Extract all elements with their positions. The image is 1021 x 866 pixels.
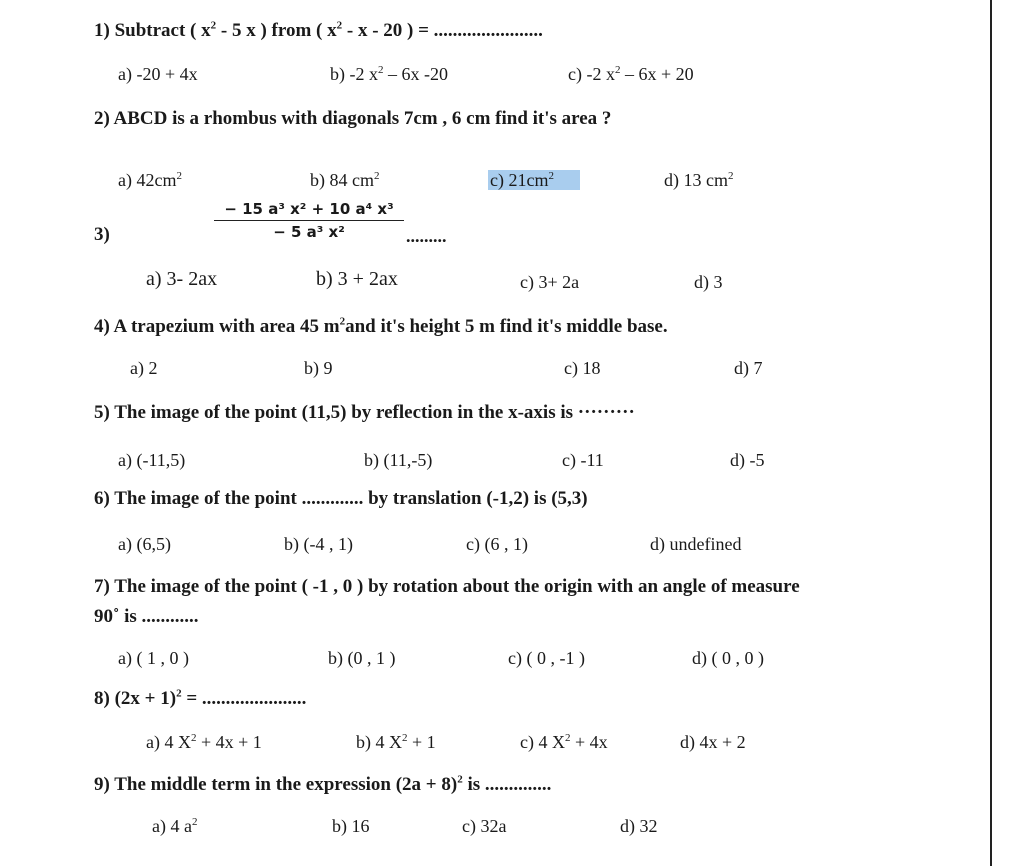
q8-option-c-b: + 4x	[570, 732, 608, 752]
q2-option-b[interactable]	[310, 170, 379, 191]
q2-option-d-text: d) 13 cm	[664, 170, 728, 190]
sup: 2	[378, 64, 384, 76]
q8-option-a-a: a) 4 X	[146, 732, 191, 752]
q8-option-c[interactable]	[520, 732, 608, 753]
question-5: 5) The image of the point (11,5) by reflection in the x-axis is ·········	[94, 402, 635, 423]
q3-denominator: − 5 a³ x²	[273, 223, 345, 241]
q3-option-d[interactable]: d) 3	[694, 272, 723, 292]
q7-option-c[interactable]: c) ( 0 , -1 )	[508, 648, 585, 668]
q9-option-a-text: a) 4 a	[152, 816, 192, 836]
q8-option-a-b: + 4x + 1	[196, 732, 262, 752]
sup: 2	[336, 19, 343, 32]
q5-option-d[interactable]: d) -5	[730, 450, 765, 470]
q1-text-c: - x - 20 ) = .......................	[342, 20, 543, 41]
q1-option-b[interactable]	[330, 64, 448, 85]
q2-option-d[interactable]	[664, 170, 733, 191]
sup: 2	[402, 732, 408, 744]
question-4	[94, 316, 668, 338]
q8-option-b-b: + 1	[407, 732, 436, 752]
q9-text-a: 9) The middle term in the expression (2a + 8)	[94, 774, 458, 795]
q3-fraction	[214, 200, 404, 241]
question-7-line-1: 7) The image of the point ( -1 , 0 ) by rotation about the origin with an angle of measure	[94, 576, 800, 597]
sup: 2	[191, 816, 198, 828]
q4-option-b[interactable]: b) 9	[304, 358, 333, 378]
q1-option-c-a: c) -2 x	[568, 64, 615, 84]
q5-option-a[interactable]: a) (-11,5)	[118, 450, 186, 470]
q6-option-b[interactable]: b) (-4 , 1)	[284, 534, 353, 554]
q9-text-b: is ..............	[462, 774, 552, 795]
sup: 2	[176, 170, 182, 182]
q3-option-b[interactable]: b) 3 + 2ax	[316, 268, 398, 290]
sup: 2	[210, 19, 217, 32]
sup: 2	[457, 773, 463, 786]
q8-option-b[interactable]	[356, 732, 436, 753]
question-6: 6) The image of the point ............. by translation (-1,2) is (5,3)	[94, 488, 588, 509]
question-7-line-2: 90˚ is ............	[94, 606, 199, 627]
q4-option-d[interactable]: d) 7	[734, 358, 763, 378]
q4-text-a: 4) A trapezium with area 45 m	[94, 316, 340, 337]
q1-option-b-a: b) -2 x	[330, 64, 378, 84]
q6-option-a[interactable]: a) (6,5)	[118, 534, 171, 554]
sup: 2	[176, 687, 182, 700]
q1-text-b: - 5 x ) from ( x	[216, 20, 337, 41]
sup: 2	[727, 170, 734, 182]
q7-option-a[interactable]: a) ( 1 , 0 )	[118, 648, 189, 668]
sup: 2	[373, 170, 380, 182]
q7-option-d[interactable]: d) ( 0 , 0 )	[692, 648, 764, 668]
q2-option-c[interactable]	[488, 170, 580, 191]
q8-text-b: = ......................	[181, 688, 307, 709]
q2-option-c-highlight	[488, 170, 580, 190]
q8-option-c-a: c) 4 X	[520, 732, 565, 752]
q6-option-d[interactable]: d) undefined	[650, 534, 742, 554]
q3-dots: .........	[406, 226, 447, 246]
q3-option-a[interactable]: a) 3- 2ax	[146, 268, 218, 290]
q1-option-b-b: – 6x -20	[383, 64, 448, 84]
sup: 2	[564, 732, 571, 744]
q8-option-a[interactable]	[146, 732, 262, 753]
sup: 2	[548, 170, 554, 182]
q4-option-c[interactable]: c) 18	[564, 358, 601, 378]
q1-option-c-b: – 6x + 20	[620, 64, 694, 84]
q2-option-a[interactable]	[118, 170, 182, 191]
q9-option-c[interactable]: c) 32a	[462, 816, 507, 836]
q7-option-b[interactable]: b) (0 , 1 )	[328, 648, 396, 668]
q1-option-c[interactable]	[568, 64, 694, 85]
q3-numerator: − 15 a³ x² + 10 a⁴ x³	[214, 200, 404, 221]
q4-text-b: and it's height 5 m find it's middle base.	[345, 316, 668, 337]
question-9	[94, 774, 551, 796]
question-3-label: 3)	[94, 224, 110, 245]
question-2: 2) ABCD is a rhombus with diagonals 7cm , 6 cm find it's area ?	[94, 108, 612, 129]
question-8	[94, 688, 306, 710]
q1-option-a[interactable]: a) -20 + 4x	[118, 64, 198, 84]
q2-option-c-text: c) 21cm	[490, 170, 549, 190]
q1-text-a: 1) Subtract ( x	[94, 20, 211, 41]
page-border-line	[990, 0, 992, 866]
q2-option-b-text: b) 84 cm	[310, 170, 374, 190]
q8-text-a: 8) (2x + 1)	[94, 688, 177, 709]
sup: 2	[190, 732, 197, 744]
q3-option-c[interactable]: c) 3+ 2a	[520, 272, 580, 292]
q8-option-b-a: b) 4 X	[356, 732, 402, 752]
q9-option-a[interactable]	[152, 816, 197, 837]
sup: 2	[614, 64, 621, 76]
q5-option-b[interactable]: b) (11,-5)	[364, 450, 433, 470]
q4-option-a[interactable]: a) 2	[130, 358, 158, 378]
sup: 2	[339, 315, 346, 328]
q2-option-a-text: a) 42cm	[118, 170, 177, 190]
q8-option-d[interactable]: d) 4x + 2	[680, 732, 746, 752]
q6-option-c[interactable]: c) (6 , 1)	[466, 534, 528, 554]
q9-option-b[interactable]: b) 16	[332, 816, 370, 836]
q9-option-d[interactable]: d) 32	[620, 816, 658, 836]
q5-option-c[interactable]: c) -11	[562, 450, 604, 470]
question-1	[94, 20, 543, 42]
